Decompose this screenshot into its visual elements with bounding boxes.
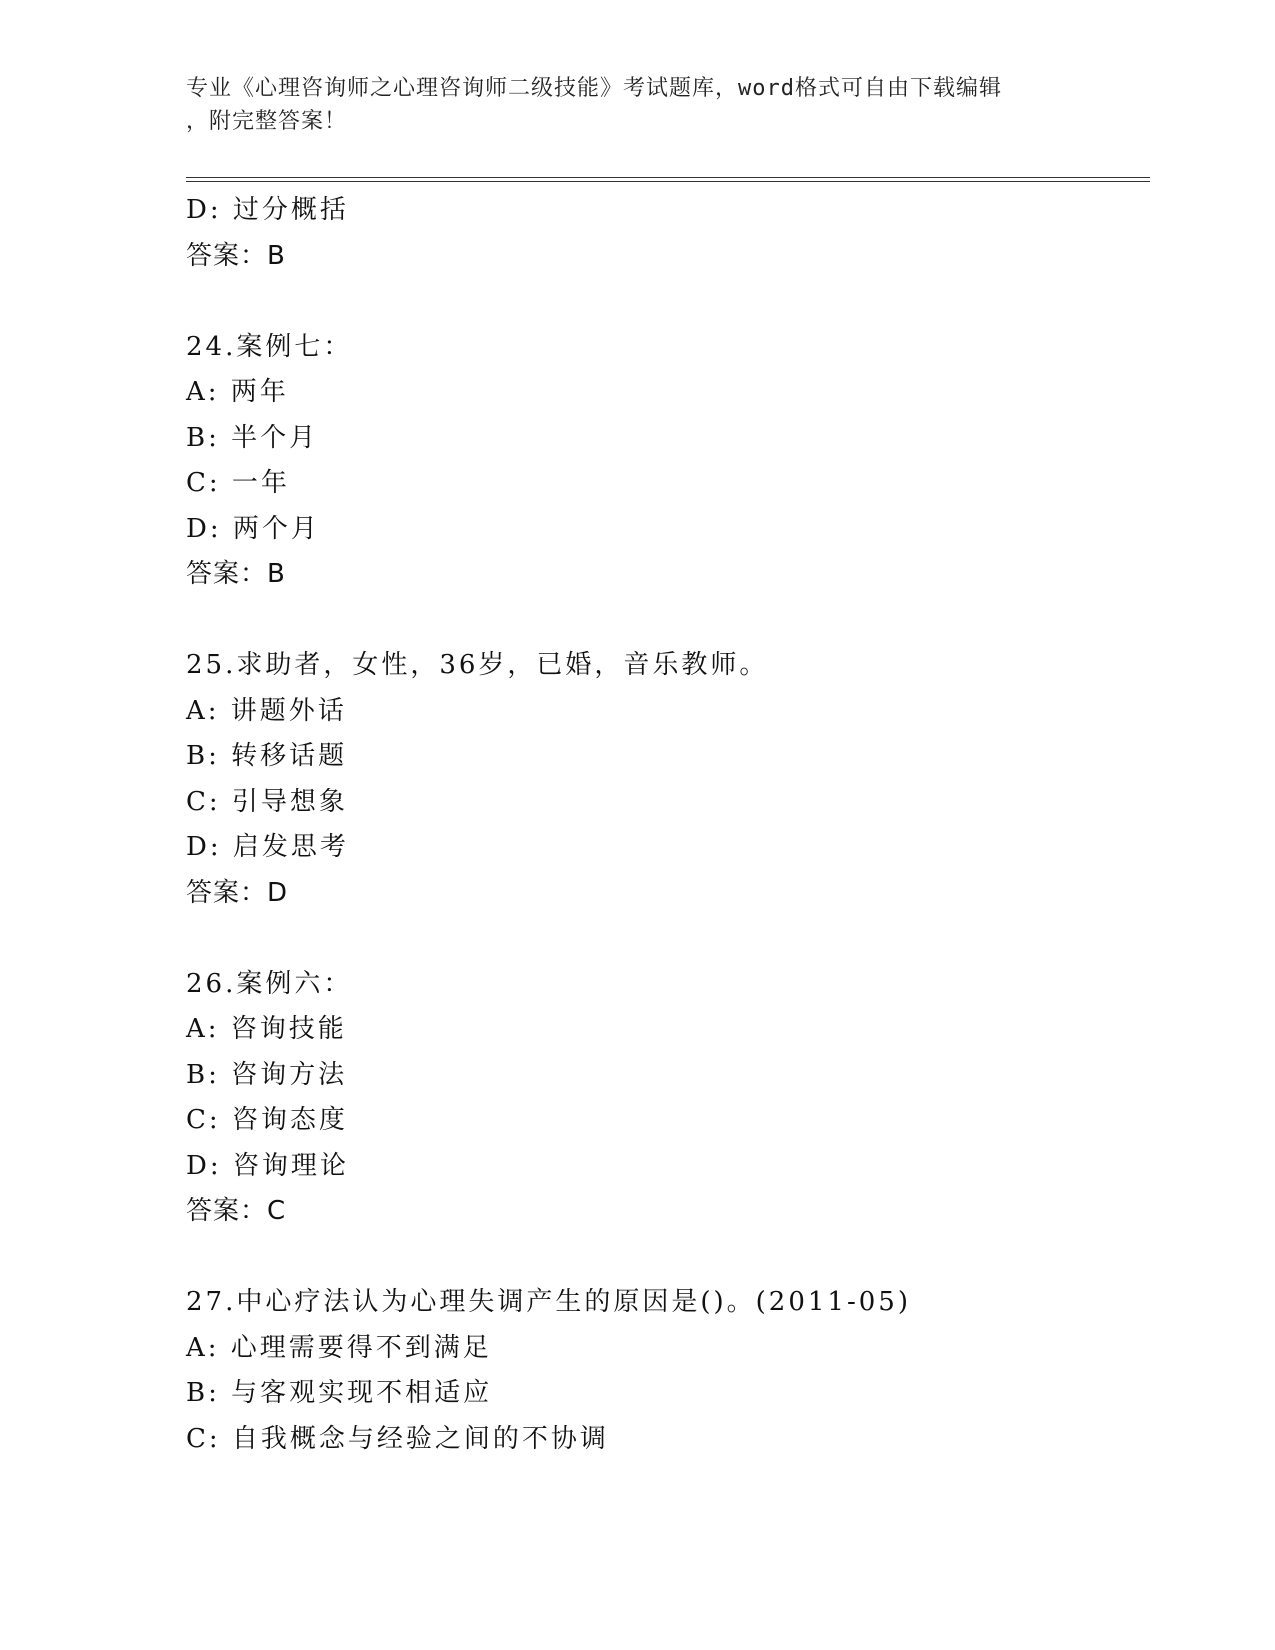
header-divider: [186, 177, 1150, 182]
option-c: C: 自我概念与经验之间的不协调: [186, 1423, 609, 1454]
option-a: A: 心理需要得不到满足: [186, 1332, 492, 1363]
option-d: D: 启发思考: [186, 832, 349, 862]
answer-line: 答案：B: [186, 559, 286, 589]
option-a: A: 咨询技能: [186, 1014, 347, 1044]
option-d: D: 过分概括: [186, 195, 349, 225]
option-d: D: 两个月: [186, 513, 320, 544]
spacer: [186, 916, 1150, 962]
question-title: 24.案例七：: [186, 331, 353, 362]
option-a: A: 讲题外话: [186, 695, 347, 726]
option-c: C: 咨询态度: [186, 1105, 348, 1135]
option-d: D: 咨询理论: [186, 1150, 349, 1181]
spacer: [186, 598, 1150, 644]
spacer: [186, 279, 1150, 325]
spacer: [186, 1235, 1150, 1281]
option-c: C: 一年: [186, 468, 290, 498]
question-title: 26.案例六：: [186, 968, 353, 999]
document-header: [186, 72, 1086, 138]
answer-line: 答案：B: [186, 240, 286, 271]
option-c: C: 引导想象: [186, 786, 348, 817]
question-title: 25.求助者，女性，36岁，已婚，音乐教师。: [186, 650, 769, 680]
question-title: 27.中心疗法认为心理失调产生的原因是()。(2011-05): [186, 1287, 911, 1317]
option-b: B: 咨询方法: [186, 1059, 348, 1090]
option-b: B: 与客观实现不相适应: [186, 1378, 493, 1408]
header-line-2: ，附完整答案！: [186, 109, 348, 134]
option-b: B: 转移话题: [186, 741, 348, 771]
question-list: [186, 188, 1150, 1462]
option-b: B: 半个月: [186, 422, 319, 453]
option-a: A: 两年: [186, 377, 289, 407]
answer-line: 答案：C: [186, 1196, 287, 1226]
header-line-1: 专业《心理咨询师之心理咨询师二级技能》考试题库，word格式可自由下载编辑: [186, 76, 1002, 101]
answer-line: 答案：D: [186, 877, 289, 908]
